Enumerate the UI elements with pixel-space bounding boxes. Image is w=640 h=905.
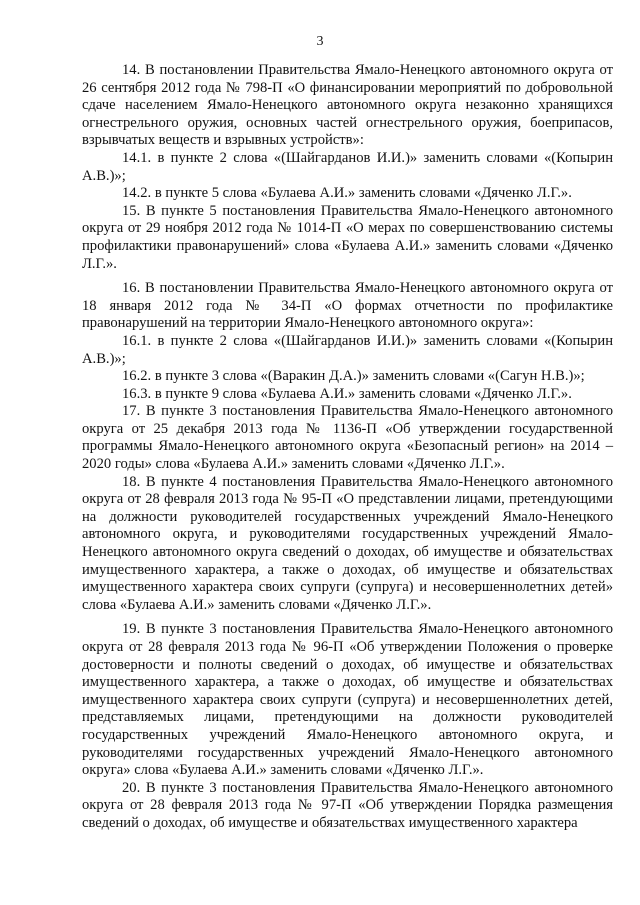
paragraph-16-2: 16.2. в пункте 3 слова «(Варакин Д.А.)» заменить словами «(Сагун Н.В.)»;	[122, 368, 585, 385]
paragraph-14: 14. В постановлении Правительства Ямало-Ненецкого автономного округа от 26 сентября 2012 года № 798-П «О финансировании мероприятий по добровольной сдаче населением Ямало-Ненецкого автономного округа незаконно хранящихся огнестрельного оружия, основных частей огнестрельного оружия, боеприпасов, взрывчатых веществ и взрывных устройств»:	[82, 62, 613, 149]
paragraph-16: 16. В постановлении Правительства Ямало-Ненецкого автономного округа от 18 января 2012 года № 34-П «О формах отчетности по профилактике правонарушений на территории Ямало-Ненецкого автономного округа»:	[82, 280, 613, 332]
paragraph-17: 17. В пункте 3 постановления Правительства Ямало-Ненецкого автономного округа от 25 декабря 2013 года № 1136-П «Об утверждении государственной программы Ямало-Ненецкого автономного округа «Безопасный регион» на 2014 – 2020 годы» слова «Булаева А.И.» заменить словами «Дяченко Л.Г.».	[82, 403, 613, 473]
page-number: 3	[316, 34, 324, 49]
paragraph-18: 18. В пункте 4 постановления Правительства Ямало-Ненецкого автономного округа от 28 февраля 2013 года № 95-П «О представлении лицами, претендующими на должности руководителей государственных учреждений Ямало-Ненецкого автономного округа, и руководителями государственных учреждений Ямало-Ненецкого автономного округа сведений о доходах, об имуществе и обязательствах имущественного характера, а также о доходах, об имуществе и обязательствах имущественного характера своих супруги (супруга) и несовершеннолетних детей» слова «Булаева А.И.» заменить словами «Дяченко Л.Г.».	[82, 473, 613, 613]
document-body	[82, 62, 613, 833]
paragraph-20: 20. В пункте 3 постановления Правительства Ямало-Ненецкого автономного округа от 28 февраля 2013 года № 97-П «Об утверждении Порядка размещения сведений о доходах, об имуществе и обязательствах имущественного характера	[82, 779, 613, 831]
paragraph-19: 19. В пункте 3 постановления Правительства Ямало-Ненецкого автономного округа от 28 февраля 2013 года № 96-П «Об утверждении Положения о проверке достоверности и полноты сведений о доходах, об имуществе и обязательствах имущественного характера, а также о доходах, об имуществе и обязательствах имущественного характера своих супруги (супруга) и несовершеннолетних детей, представляемых лицами, претендующими на должности руководителей государственных учреждений Ямало-Ненецкого автономного округа, и руководителями государственных учреждений Ямало-Ненецкого автономного округа» слова «Булаева А.И.» заменить словами «Дяченко Л.Г.».	[82, 621, 613, 779]
paragraph-16-3: 16.3. в пункте 9 слова «Булаева А.И.» заменить словами «Дяченко Л.Г.».	[122, 385, 572, 402]
paragraph-14-1: 14.1. в пункте 2 слова «(Шайгарданов И.И.)» заменить словами «(Копырин А.В.)»;	[82, 149, 613, 184]
paragraph-14-2: 14.2. в пункте 5 слова «Булаева А.И.» заменить словами «Дяченко Л.Г.».	[122, 185, 572, 202]
paragraph-16-1: 16.1. в пункте 2 слова «(Шайгарданов И.И.)» заменить словами «(Копырин А.В.)»;	[82, 332, 613, 367]
paragraph-15: 15. В пункте 5 постановления Правительства Ямало-Ненецкого автономного округа от 29 ноября 2012 года № 1014-П «О мерах по совершенствованию системы профилактики правонарушений» слова «Булаева А.И.» заменить словами «Дяченко Л.Г.».	[82, 202, 613, 272]
